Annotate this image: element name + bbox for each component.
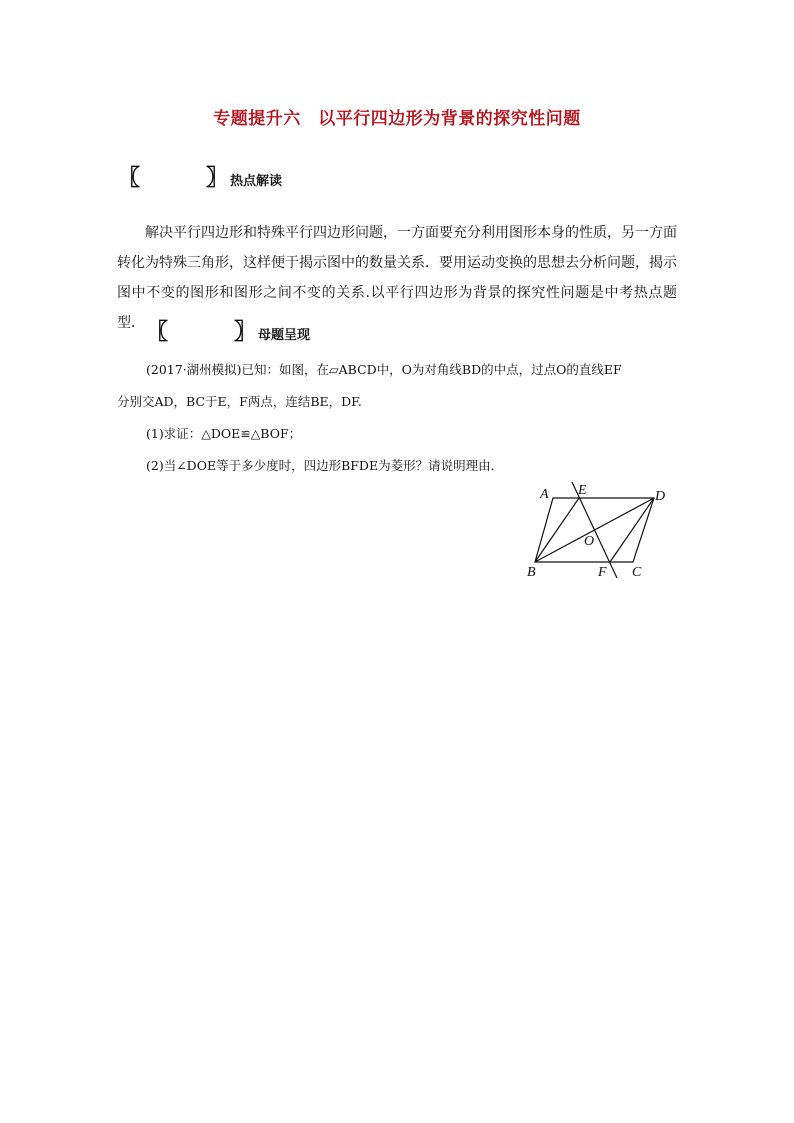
question-1: (1)求证：△DOE≌△BOF； [146,426,302,441]
section-heading-hotspot [118,168,282,190]
bracket-open: 〖 [118,166,141,191]
page-title: 专题提升六 以平行四边形为背景的探究性问题 [213,109,581,129]
label-f: F [598,565,607,580]
problem-line-2: 分别交AD，BC于E，F两点，连结BE，DF. [117,394,362,409]
label-a: A [540,487,549,502]
segment-df [610,498,654,562]
label-e: E [578,483,587,498]
label-o: O [584,534,595,549]
problem-line-1: (2017·湖州模拟)已知：如图，在▱ABCD中，O为对角线BD的中点，过点O的直线EF [146,362,622,377]
label-d: D [655,489,666,504]
label-b: B [527,565,536,580]
parallelogram-figure [518,478,678,582]
intro-paragraph: 解决平行四边形和特殊平行四边形问题，一方面要充分利用图形本身的性质，另一方面转化为特殊三角形，这样便于揭示图中的数量关系．要用运动变换的思想去分析问题，揭示图中不变的图形和图形之间不变的关系.以平行四边形为背景的探究性问题是中考热点题型． [117,225,677,331]
bracket-close: 〗 [234,320,257,345]
bracket-open: 〖 [146,320,169,345]
question-2: (2)当∠DOE等于多少度时，四边形BFDE为菱形？请说明理由． [146,458,504,473]
bracket-close: 〗 [206,166,229,191]
section-label: 热点解读 [230,174,283,189]
label-c: C [632,565,642,580]
section-heading-problem [146,322,310,344]
segment-be [535,498,579,562]
section-label: 母题呈现 [258,328,311,343]
